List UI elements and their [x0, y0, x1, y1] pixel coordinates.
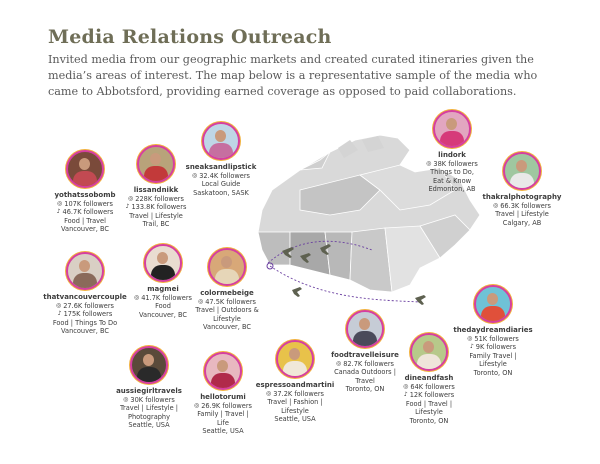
intro-text: Invited media from our geographic markets and created curated itineraries given the media’s areas of interest. The map below is a representative sample of the media who came to Abbotsford, providing earned coverage as opposed to paid collaborations.	[48, 53, 538, 98]
profile-detail: Travel	[355, 376, 375, 385]
tiktok-icon: ♪	[125, 203, 130, 211]
stat-row: ◎ 30K followers	[123, 395, 175, 404]
avatar	[503, 152, 541, 190]
profile-detail: Things to Do,	[430, 168, 474, 177]
stat-row: ◎ 32.4K followers	[191, 171, 250, 180]
instagram-icon: ◎	[193, 401, 200, 409]
profile-handle: magmei	[147, 285, 179, 293]
instagram-icon: ◎	[191, 171, 198, 179]
stat-row: ♪ 12K followers	[403, 391, 455, 400]
profile-location: Vancouver, BC	[139, 310, 187, 319]
avatar	[66, 150, 104, 188]
instagram-icon: ◎	[128, 194, 134, 202]
profile-location: Vancouver, BC	[61, 327, 109, 336]
profile-handle: yothatssobomb	[54, 191, 116, 199]
profile-location: Trail, BC	[142, 220, 170, 229]
profile-detail: Lifestyle	[415, 408, 443, 417]
profile-location: Toronto, ON	[409, 416, 449, 425]
profile-location: Toronto, ON	[473, 368, 513, 377]
avatar	[433, 110, 471, 148]
stat-row: ♪ 46.7K followers	[56, 208, 114, 217]
profile-handle: hellotorumi	[200, 393, 246, 401]
instagram-icon: ◎	[57, 199, 63, 207]
avatar	[410, 333, 448, 371]
page-title: Media Relations Outreach	[48, 26, 332, 48]
profile-location: Vancouver, BC	[61, 225, 109, 234]
profile-detail: Travel | Fashion |	[267, 398, 323, 407]
profile-detail: Lifestyle	[479, 360, 507, 369]
instagram-icon: ◎	[403, 382, 409, 390]
profile-thakralphotography	[467, 152, 577, 227]
avatar	[202, 122, 240, 160]
profile-detail: Family | Travel |	[197, 410, 249, 419]
profile-detail: Food | Things To Do	[52, 318, 118, 327]
profile-detail: Life	[217, 418, 229, 427]
stat-row: ◎ 38K followers	[426, 159, 478, 168]
profile-detail: Travel | Lifestyle	[129, 211, 183, 220]
profile-colormebeige	[172, 248, 282, 332]
instagram-icon: ◎	[133, 293, 140, 301]
profile-detail: Travel | Lifestyle	[495, 210, 549, 219]
avatar	[276, 340, 314, 378]
instagram-icon: ◎	[123, 395, 129, 403]
avatar	[66, 252, 104, 290]
profile-detail: Local Guide	[201, 180, 241, 189]
tiktok-icon: ♪	[56, 208, 61, 216]
instagram-icon: ◎	[335, 359, 342, 367]
profile-detail: Travel | Lifestyle |	[119, 404, 179, 413]
instagram-icon: ◎	[467, 334, 473, 342]
profile-handle: thatvancouvercouple	[43, 293, 127, 301]
profile-location: Seattle, USA	[274, 415, 316, 424]
avatar	[208, 248, 246, 286]
profile-location: Vancouver, BC	[203, 323, 251, 332]
stat-row: ◎ 26.9K followers	[193, 401, 252, 410]
profile-detail: Travel | Outdoors &	[195, 306, 259, 315]
stat-row: ◎ 41.7K followers	[133, 293, 192, 302]
tiktok-icon: ♪	[403, 391, 408, 399]
tiktok-icon: ♪	[57, 310, 62, 318]
profile-detail: Family Travel |	[469, 351, 517, 360]
profile-espressoandmartini	[240, 340, 350, 424]
profile-handle: thedaydreamdiaries	[453, 326, 533, 334]
profile-detail: Photography	[127, 412, 170, 421]
profile-location: Seattle, USA	[128, 421, 170, 430]
profile-detail: Lifestyle	[213, 314, 241, 323]
profile-sneaksandlipstick	[166, 122, 276, 197]
profile-location: Calgary, AB	[502, 218, 542, 227]
profile-handle: lissandnikk	[133, 186, 179, 194]
profile-handle: dineandfash	[404, 374, 454, 382]
stat-row: ◎ 64K followers	[403, 382, 455, 391]
profile-handle: foodtravelleisure	[331, 351, 399, 359]
instagram-icon: ◎	[265, 389, 272, 397]
profile-handle: colormebeige	[200, 289, 254, 297]
profile-handle: thakralphotography	[482, 193, 562, 201]
stat-row: ◎ 107K followers	[57, 199, 113, 208]
stat-row: ♪ 175K followers	[57, 310, 113, 319]
avatar	[474, 285, 512, 323]
profile-detail: Canada Outdoors |	[334, 368, 396, 377]
avatar	[130, 346, 168, 384]
stat-row: ♪ 133.8K followers	[125, 203, 187, 212]
profile-detail: Food	[155, 302, 171, 311]
profile-detail: Eat & Know	[432, 176, 472, 185]
stat-row: ◎ 37.2K followers	[265, 389, 324, 398]
stat-row: ◎ 51K followers	[467, 334, 519, 343]
stat-row: ◎ 66.3K followers	[492, 201, 551, 210]
profile-location: Seattle, USA	[202, 427, 244, 436]
profile-handle: aussiegirltravels	[116, 387, 182, 395]
airplane-icon	[292, 287, 302, 297]
instagram-icon: ◎	[55, 301, 62, 309]
stat-row: ◎ 27.6K followers	[55, 301, 114, 310]
airplane-icon	[415, 295, 426, 305]
stat-row: ♪ 9K followers	[469, 343, 517, 352]
avatar	[204, 352, 242, 390]
profile-location: Saskatoon, SASK	[193, 188, 249, 197]
profile-detail: Lifestyle	[281, 406, 309, 415]
profile-detail: Food | Travel	[64, 216, 106, 225]
stat-row: ◎ 228K followers	[128, 194, 184, 203]
profile-handle: espressoandmartini	[255, 381, 335, 389]
profile-detail: Food | Travel |	[405, 399, 453, 408]
instagram-icon: ◎	[197, 297, 204, 305]
instagram-icon: ◎	[492, 201, 499, 209]
profile-handle: lindork	[438, 151, 466, 159]
profile-dineandfash	[374, 333, 484, 426]
profile-handle: sneaksandlipstick	[185, 163, 257, 171]
stat-row: ◎ 47.5K followers	[197, 297, 256, 306]
profile-location: Edmonton, AB	[428, 185, 476, 194]
stat-row: ◎ 82.7K followers	[335, 359, 394, 368]
instagram-icon: ◎	[426, 159, 432, 167]
tiktok-icon: ♪	[469, 343, 474, 351]
profile-location: Toronto, ON	[345, 385, 385, 394]
